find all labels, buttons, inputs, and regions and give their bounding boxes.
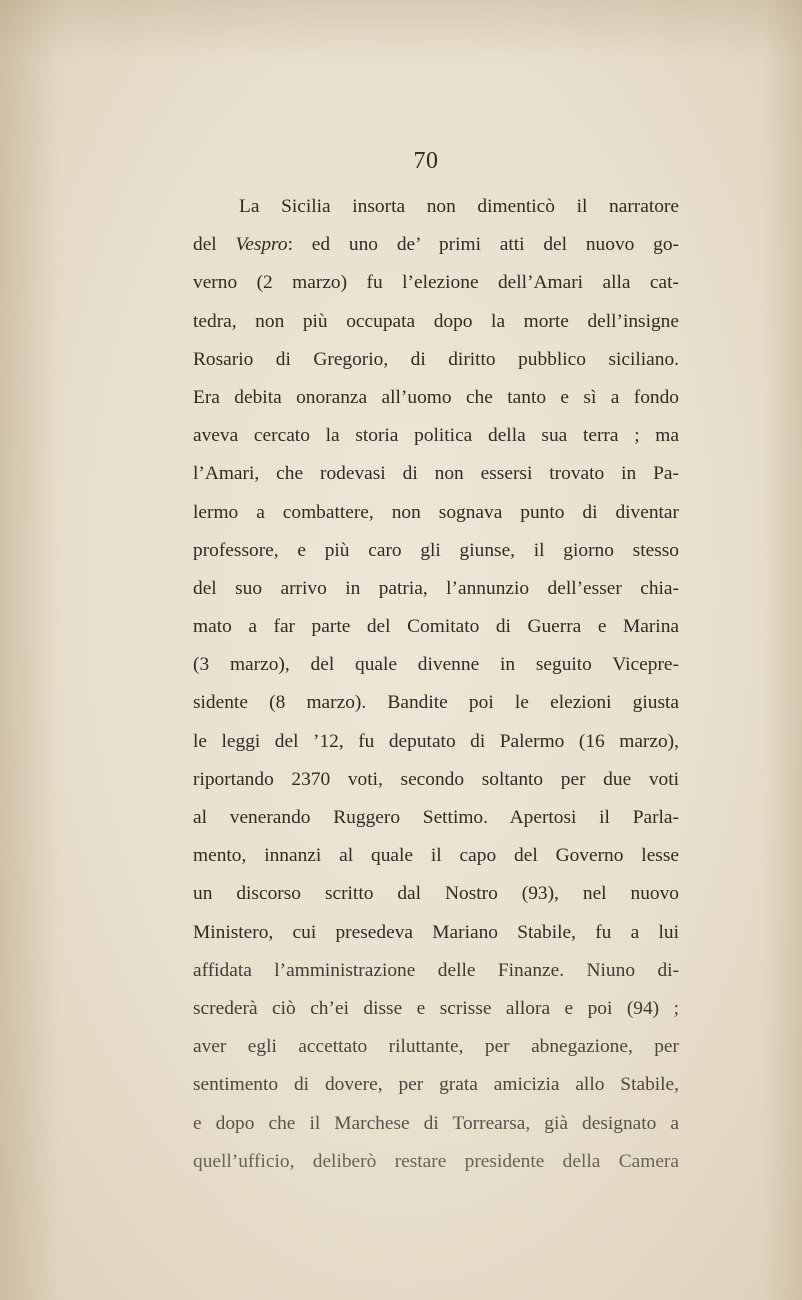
text-line: l’Amari, che rodevasi di non essersi trovato in Pa- bbox=[193, 463, 679, 485]
text-fragment: del bbox=[193, 234, 236, 256]
text-line: professore, e più caro gli giunse, il giorno stesso bbox=[193, 539, 679, 561]
text-line: screderà ciò ch’ei disse e scrisse allora e poi (94) ; bbox=[193, 997, 679, 1019]
text-line: e dopo che il Marchese di Torrearsa, già designato a bbox=[193, 1112, 679, 1134]
page-edge-shadow-right bbox=[762, 0, 802, 1300]
text-line: (3 marzo), del quale divenne in seguito Vicepre- bbox=[193, 654, 679, 676]
text-line bbox=[193, 226, 679, 264]
text-line: verno (2 marzo) fu l’elezione dell’Amari alla cat- bbox=[193, 272, 679, 294]
text-line: sentimento di dovere, per grata amicizia allo Stabile, bbox=[193, 1074, 679, 1096]
text-line: Era debita onoranza all’uomo che tanto e sì a fondo bbox=[193, 386, 679, 408]
text-line: lermo a combattere, non sognava punto di diventar bbox=[193, 501, 679, 523]
body-text bbox=[193, 188, 679, 1181]
text-line: Ministero, cui presedeva Mariano Stabile, fu a lui bbox=[193, 921, 679, 943]
text-line: aveva cercato la storia politica della sua terra ; ma bbox=[193, 425, 679, 447]
text-line: tedra, non più occupata dopo la morte dell’insigne bbox=[193, 310, 679, 332]
text-line: mento, innanzi al quale il capo del Governo lesse bbox=[193, 845, 679, 867]
text-line: riportando 2370 voti, secondo soltanto per due voti bbox=[193, 768, 679, 790]
text-line: del suo arrivo in patria, l’annunzio dell’esser chia- bbox=[193, 577, 679, 599]
text-line: La Sicilia insorta non dimenticò il narratore bbox=[239, 196, 679, 217]
italic-title: Vespro bbox=[235, 234, 288, 256]
page-edge-shadow-left bbox=[0, 0, 60, 1300]
text-line: al venerando Ruggero Settimo. Apertosi il Parla- bbox=[193, 807, 679, 828]
text-line: affidata l’amministrazione delle Finanze. Niuno di- bbox=[193, 959, 679, 981]
text-line: Rosario di Gregorio, di diritto pubblico siciliano. bbox=[193, 348, 679, 370]
text-fragment: : ed uno de’ primi atti del nuovo go- bbox=[287, 234, 679, 256]
page-edge-shadow-top bbox=[0, 0, 802, 60]
text-line: sidente (8 marzo). Bandite poi le elezioni giusta bbox=[193, 692, 679, 714]
text-line: aver egli accettato riluttante, per abnegazione, per bbox=[193, 1036, 679, 1058]
text-line: le leggi del ’12, fu deputato di Palermo (16 marzo), bbox=[193, 730, 679, 752]
text-line: mato a far parte del Comitato di Guerra e Marina bbox=[193, 616, 679, 638]
text-line: un discorso scritto dal Nostro (93), nel nuovo bbox=[193, 883, 679, 905]
text-line: quell’ufficio, deliberò restare presidente della Camera bbox=[193, 1150, 679, 1172]
page-number: 70 bbox=[413, 148, 439, 174]
